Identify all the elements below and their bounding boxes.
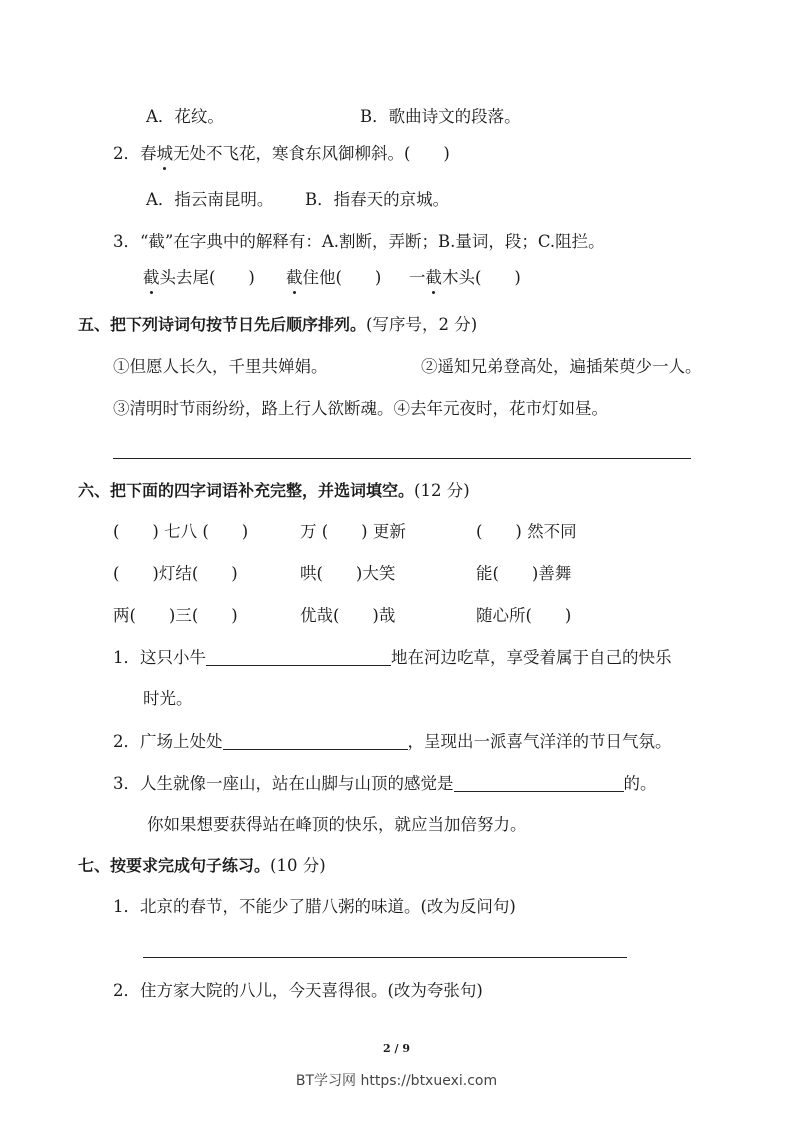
q6-word-1: ( ) 七八 ( ) — [113, 522, 249, 541]
q7-heading: 七、按要求完成句子练习。 — [78, 856, 271, 875]
q4-item3-sub2-text: 住他( ) — [302, 268, 382, 287]
q6-s3-blank[interactable] — [454, 773, 624, 792]
q6-s2-blank[interactable] — [223, 731, 408, 750]
q6-word-2: 万 ( ) 更新 — [300, 522, 406, 541]
q7-heading-line — [78, 855, 326, 877]
q6-s1-post: 地在河边吃草，享受着属于自己的快乐 — [391, 648, 672, 667]
q5-heading: 五、把下列诗词句按节日先后顺序排列。 — [78, 315, 367, 334]
q5-line2: ③清明时节雨纷纷，路上行人欲断魂。④去年元夜时，花市灯如昼。 — [113, 399, 608, 418]
q4-item3-sub1-text: 头去尾( ) — [159, 268, 255, 287]
q4-item2-post: 无处不飞花，寒食东风御柳斜。( ) — [173, 144, 450, 163]
q6-word-6: 能( )善舞 — [476, 564, 572, 583]
q4-item1-option-b: B．歌曲诗文的段落。 — [360, 107, 521, 126]
q6-sentence-2 — [113, 731, 672, 753]
q6-s1-continuation: 时光。 — [143, 689, 193, 708]
q6-word-9: 随心所( ) — [476, 606, 572, 625]
footer-watermark: BT学习网 https://btxuexi.com — [295, 1073, 498, 1089]
q4-item2-dotted-char: 城 — [156, 144, 173, 163]
q5-line1-a: ①但愿人长久，千里共婵娟。 — [113, 357, 328, 376]
q4-item3: 3．“截”在字典中的解释有：A.割断，弄断；B.量词，段；C.阻拦。 — [113, 232, 605, 251]
q6-word-3: ( ) 然不同 — [476, 522, 577, 541]
q4-item2-option-b: B．指春天的京城。 — [305, 190, 450, 209]
q6-s1-pre: 1．这只小牛 — [113, 648, 206, 667]
q6-s1-blank[interactable] — [206, 647, 391, 666]
q5-heading-line — [78, 314, 477, 336]
q7-sentence-2: 2．住方家大院的八儿，今天喜得很。(改为夸张句) — [113, 981, 483, 1000]
q4-item2-pre: 春 — [140, 144, 157, 163]
page-number: 2 / 9 — [383, 1042, 410, 1055]
q5-heading-note: (写序号，2 分) — [366, 315, 478, 334]
q4-item2-option-a: A．指云南昆明。 — [146, 190, 274, 209]
q6-word-5: 哄( )大笑 — [300, 564, 396, 583]
q4-item3-sub-1 — [143, 267, 255, 289]
q7-sentence-1: 1．北京的春节，不能少了腊八粥的味道。(改为反问句) — [113, 897, 516, 916]
q5-line1-b: ②遥知兄弟登高处，遍插茱萸少一人。 — [421, 357, 702, 376]
q6-heading-line — [78, 480, 470, 502]
q5-answer-line[interactable] — [113, 458, 691, 459]
q4-item2-number: 2． — [113, 144, 140, 163]
q6-s3-continuation: 你如果想要获得站在峰顶的快乐，就应当加倍努力。 — [147, 815, 527, 834]
q6-word-4: ( )灯结( ) — [113, 564, 238, 583]
q6-s2-post: ，呈现出一派喜气洋洋的节日气氛。 — [407, 732, 672, 751]
q4-item1-option-a: A．花纹。 — [146, 107, 224, 126]
q4-item3-sub-2 — [286, 267, 381, 289]
q6-word-7: 两( )三( ) — [113, 606, 238, 625]
q7-heading-note: (10 分) — [270, 856, 326, 875]
q4-item3-sub3-dotted-char: 截 — [425, 268, 442, 287]
q6-heading: 六、把下面的四字词语补充完整，并选词填空。 — [78, 481, 415, 500]
q6-sentence-1 — [113, 647, 672, 669]
q6-s3-post: 的。 — [623, 774, 657, 793]
q6-s3-pre: 3．人生就像一座山，站在山脚与山顶的感觉是 — [113, 774, 454, 793]
q4-item3-sub-3 — [409, 267, 521, 289]
q6-s2-pre: 2．广场上处处 — [113, 732, 223, 751]
q6-word-8: 优哉( )哉 — [300, 606, 396, 625]
q4-item3-sub1-dotted-char: 截 — [143, 268, 160, 287]
q6-heading-note: (12 分) — [414, 481, 470, 500]
q7-s1-answer-line[interactable] — [143, 957, 627, 958]
q6-sentence-3 — [113, 773, 657, 795]
q4-item3-sub3-text: 木头( ) — [442, 268, 521, 287]
q4-item3-sub3-pre: 一 — [409, 268, 426, 287]
q4-item2 — [113, 143, 450, 165]
q4-item3-sub2-dotted-char: 截 — [286, 268, 303, 287]
